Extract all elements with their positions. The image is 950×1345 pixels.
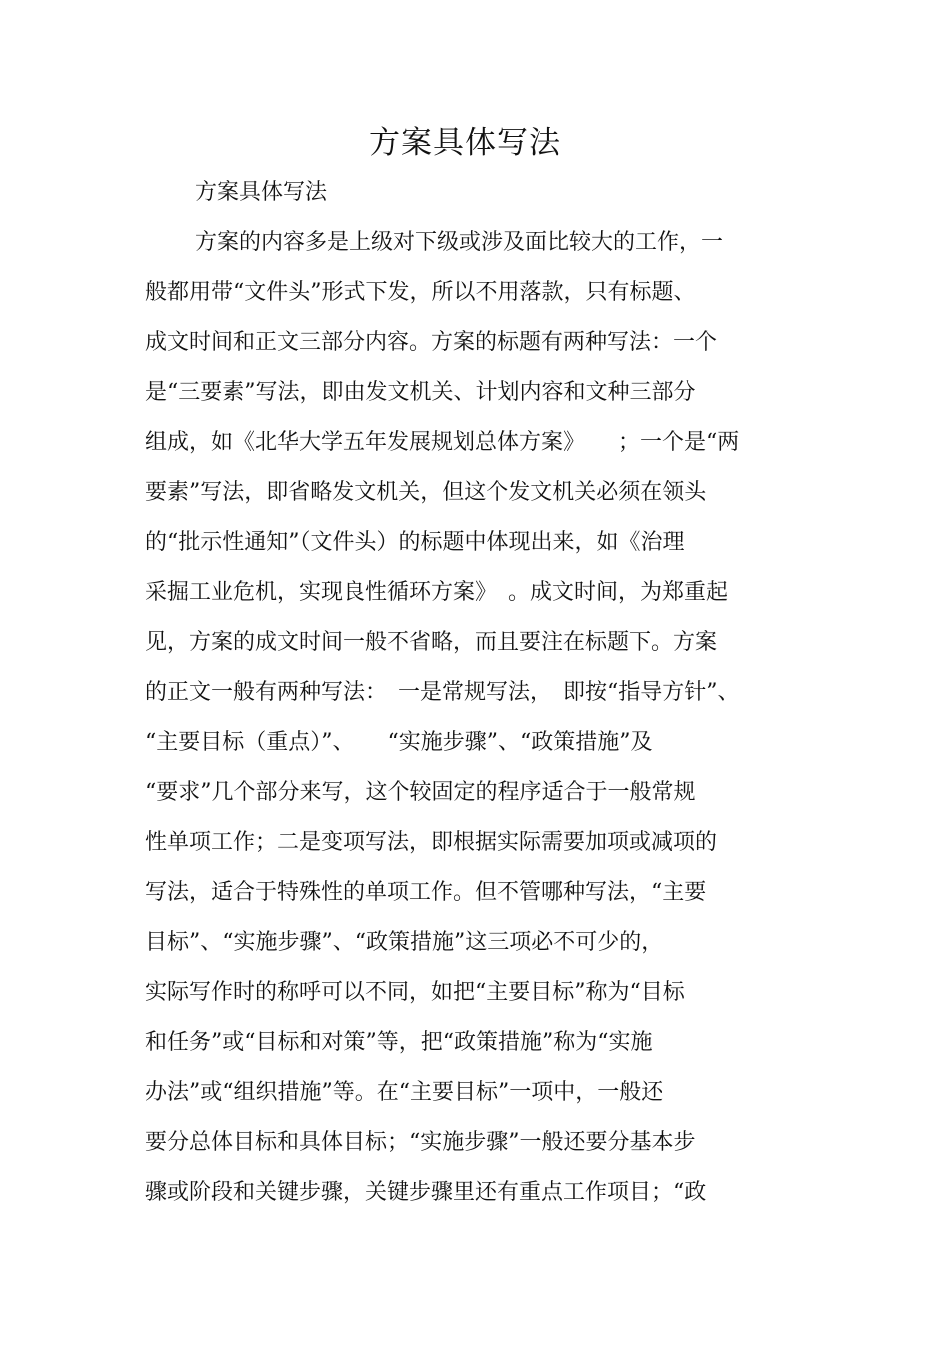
paragraph-line: 目标”、“实施步骤”、“政策措施”这三项必不可少的，	[145, 930, 664, 955]
paragraph-line: 要素”写法，即省略发文机关，但这个发文机关必须在领头	[145, 480, 707, 505]
paragraph-line: 组成，如《北华大学五年发展规划总体方案》 ；一个是“两	[145, 430, 740, 455]
paragraph-line: 的正文一般有两种写法： 一是常规写法， 即按“指导方针”、	[145, 680, 740, 705]
paragraph-line: 写法，适合于特殊性的单项工作。但不管哪种写法，“主要	[145, 880, 707, 905]
paragraph-line: 是“三要素”写法，即由发文机关、计划内容和文种三部分	[145, 380, 696, 405]
paragraph-line: 方案的内容多是上级对下级或涉及面比较大的工作，一	[195, 230, 724, 255]
subtitle-line: 方案具体写法	[195, 180, 328, 205]
paragraph-line: “要求”几个部分来写，这个较固定的程序适合于一般常规	[145, 780, 696, 805]
paragraph-line: 般都用带“文件头”形式下发，所以不用落款，只有标题、	[145, 280, 696, 305]
paragraph-line: 采掘工业危机，实现良性循环方案》 。成文时间，为郑重起	[145, 580, 729, 605]
paragraph-line: 要分总体目标和具体目标；“实施步骤”一般还要分基本步	[145, 1130, 696, 1155]
paragraph-line: 办法”或“组织措施”等。在“主要目标”一项中，一般还	[145, 1080, 664, 1105]
paragraph-line: 成文时间和正文三部分内容。方案的标题有两种写法：一个	[145, 330, 718, 355]
document-title: 方案具体写法	[369, 125, 561, 161]
paragraph-line: 见，方案的成文时间一般不省略，而且要注在标题下。方案	[145, 630, 718, 655]
paragraph-line: “主要目标（重点）”、 “实施步骤”、“政策措施”及	[145, 730, 653, 755]
paragraph-line: 性单项工作；二是变项写法，即根据实际需要加项或减项的	[145, 830, 718, 855]
paragraph-line: 实际写作时的称呼可以不同，如把“主要目标”称为“目标	[145, 980, 685, 1005]
paragraph-line: 和任务”或“目标和对策”等，把“政策措施”称为“实施	[145, 1030, 653, 1055]
paragraph-line: 的“批示性通知”（文件头）的标题中体现出来，如《治理	[145, 530, 685, 555]
document-body	[145, 168, 805, 1218]
paragraph-line: 骤或阶段和关键步骤，关键步骤里还有重点工作项目；“政	[145, 1180, 707, 1205]
